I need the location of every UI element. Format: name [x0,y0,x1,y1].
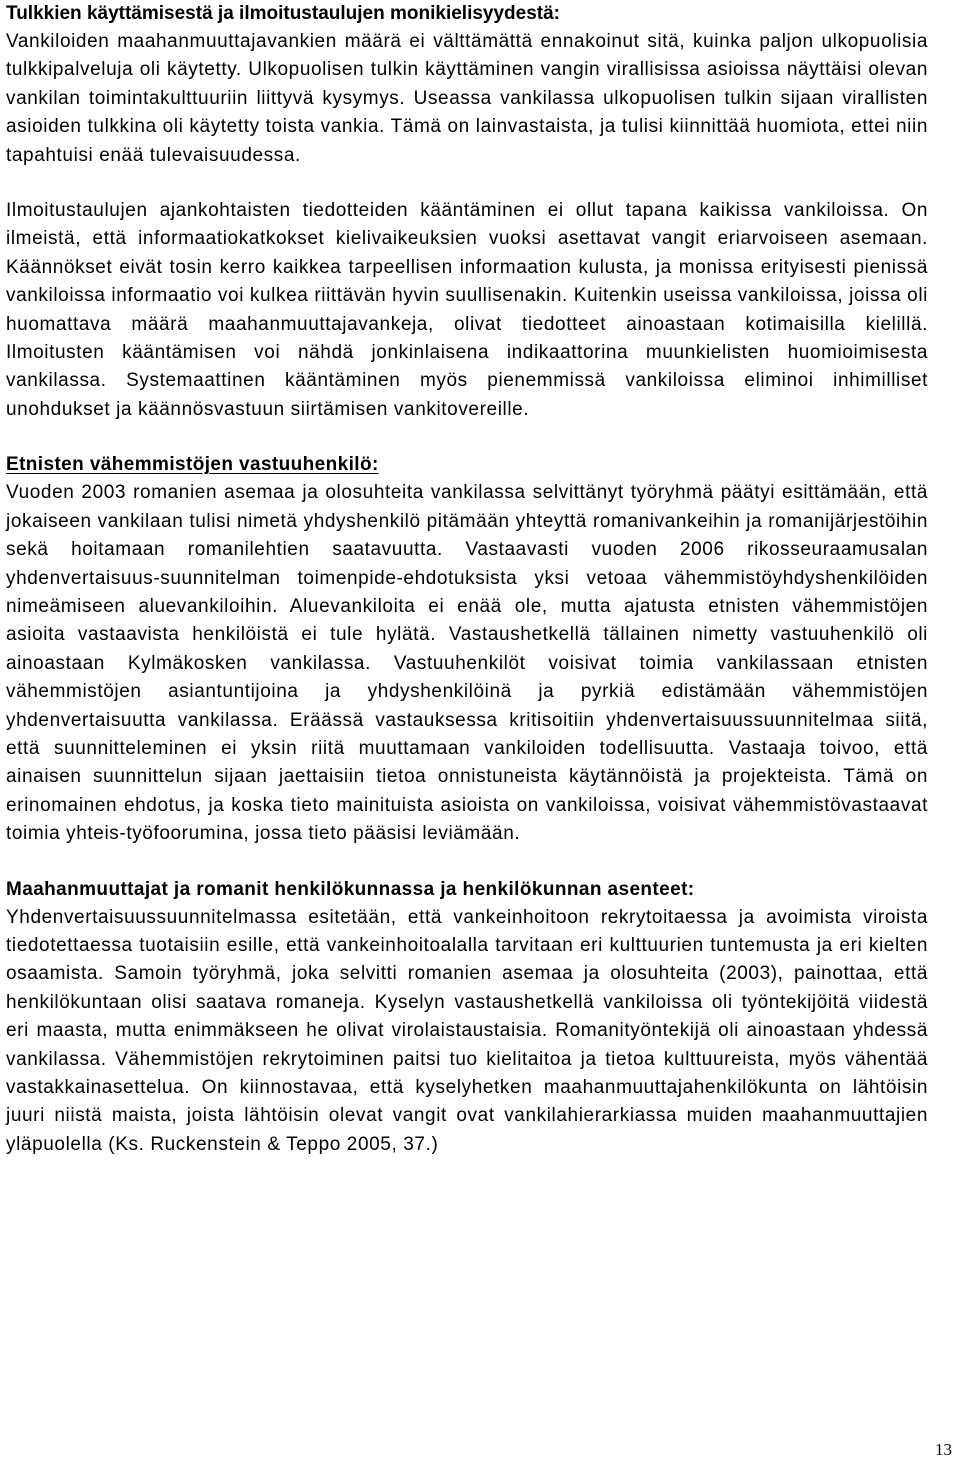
paragraph: Yhdenvertaisuussuunnitelmassa esitetään, että vankeinhoitoon rekrytoitaessa ja avoimista viroista tiedotettaessa tuotaisiin esille, että vankeinhoitoalalla tarvitaan eri kulttuurien tuntemusta ja eri kielten osaamista. Samoin työryhmä, joka selvitti romanien asemaa ja olosuhteita (2003), painottaa, että henkilökuntaan olisi saatava romaneja. Kyselyn vastaushetkellä vankiloissa oli työntekijöitä viidestä eri maasta, mutta enimmäkseen he olivat virolaistaustaisia. Romanityöntekijä oli ainoastaan yhdessä vankilassa. Vähemmistöjen rekrytoiminen paitsi tuo kielitaitoa ja tietoa kulttuureista, myös vähentää vastakkainasettelua. On kiinnostavaa, että kyselyhetken maahanmuuttajahenkilökunta on lähtöisin juuri niistä maista, joista lähtöisin olevat vangit ovat vankilahierarkiassa muiden maahanmuuttajien yläpuolella (Ks. Ruckenstein & Teppo 2005, 37.) [6,906,928,1155]
section-gap [6,424,928,451]
section-heading: Tulkkien käyttämisestä ja ilmoitustaulujen monikielisyydestä: [6,3,561,24]
paragraph: Vankiloiden maahanmuuttajavankien määrä ei välttämättä ennakoinut sitä, kuinka paljon ulkopuolisia tulkkipalveluja oli käytetty. Ulkopuolisen tulkin käyttäminen vangin virallisissa asioissa näyttäisi olevan vankilan toimintakulttuuriin liittyvä kysymys. Useassa vankilassa ulkopuolisen tulkin sijaan virallisten asioiden tulkkina oli käytetty toista vankia. Tämä on lainvastaista, ja tulisi kiinnittää huomiota, ettei niin tapahtuisi enää tulevaisuudessa. [6,31,928,166]
paragraph-gap [6,170,928,197]
section-minority-contact [6,451,928,848]
paragraph: Ilmoitustaulujen ajankohtaisten tiedotteiden kääntäminen ei ollut tapana kaikissa vankiloissa. On ilmeistä, että informaatiokatkokset kielivaikeuksien vuoksi asettavat vangit eriarvoiseen asemaan. Käännökset eivät tosin kerro kaikkea tarpeellisen informaation kulusta, ja monissa erityisesti pienissä vankiloissa informaatio voi kulkea riittävän hyvin suullisenakin. Kuitenkin useissa vankiloissa, joissa oli huomattava määrä maahanmuuttajavankeja, olivat tiedotteet ainoastaan kotimaisilla kielillä. Ilmoitusten kääntämisen voi nähdä jonkinlaisena indikaattorina muunkielisten huomioimisesta vankilassa. Systemaattinen kääntäminen myös pienemmissä vankiloissa eliminoi inhimilliset unohdukset ja käännösvastuun siirtämisen vankitovereille. [6,200,928,420]
document-page [6,0,928,1159]
section-staff-attitudes [6,876,928,1160]
section-interpreters [6,0,928,424]
paragraph: Vuoden 2003 romanien asemaa ja olosuhteita vankilassa selvittänyt työryhmä päätyi esittämään, että jokaiseen vankilaan tulisi nimetä yhdyshenkilö pitämään yhteyttä romanivankeihin ja romanijärjestöihin sekä hoitamaan romanilehtien saatavuutta. Vastaavasti vuoden 2006 rikosseuraamusalan yhdenvertaisuus-suunnitelman toimenpide-ehdotuksista yksi vetoaa vähemmistöyhdyshenkilöiden nimeämiseen aluevankiloihin. Aluevankiloita ei enää ole, mutta ajatusta etnisten vähemmistöjen asioita vastaavista henkilöistä ei tule hylätä. Vastaushetkellä tällainen nimetty vastuuhenkilö oli ainoastaan Kylmäkosken vankilassa. Vastuuhenkilöt voisivat toimia vankilassaan etnisten vähemmistöjen asiantuntijoina ja yhdyshenkilöinä ja pyrkiä edistämään vähemmistöjen yhdenvertaisuutta vankilassa. Eräässä vastauksessa kritisoitiin yhdenvertaisuussuunnitelmaa siitä, että suunnitteleminen ei yksin riitä muuttamaan vankiloiden todellisuutta. Vastaaja toivoo, että ainaisen suunnittelun sijaan jaettaisiin tietoa onnistuneista käytännöistä ja projekteista. Tämä on erinomainen ehdotus, ja koska tieto mainituista asioista on vankiloissa, voisivat vähemmistövastaavat toimia yhteis-työfoorumina, jossa tieto pääsisi leviämään. [6,482,928,845]
section-heading: Maahanmuuttajat ja romanit henkilökunnassa ja henkilökunnan asenteet: [6,878,695,900]
page-number: 13 [935,1440,952,1459]
section-heading: Etnisten vähemmistöjen vastuuhenkilö: [6,454,379,476]
section-gap [6,849,928,876]
